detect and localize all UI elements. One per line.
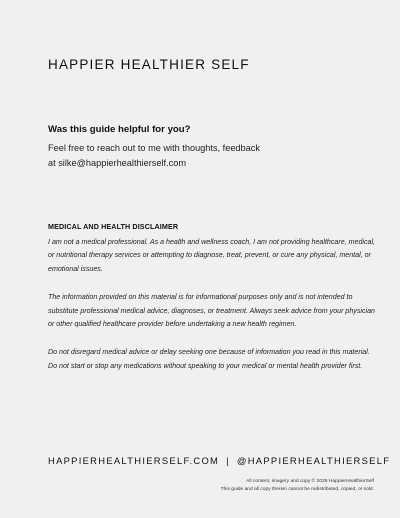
footer-links	[48, 455, 390, 466]
feedback-email-line: at silke@happierhealthierself.com	[48, 158, 187, 168]
social-handle-link[interactable]: @HAPPIERHEALTHIERSELF	[236, 455, 391, 466]
medical-disclaimer	[48, 222, 378, 388]
feedback-question: Was this guide helpful for you?	[48, 124, 191, 135]
disclaimer-heading: MEDICAL AND HEALTH DISCLAIMER	[48, 222, 179, 231]
copyright-line-1: All content, imagery and copy © 2025 HappierHealthierSelf	[246, 479, 374, 484]
footer-separator: |	[226, 455, 230, 466]
copyright-line-2: This guide and all copy therein cannot be redistributed, copied, or sold.	[220, 486, 374, 492]
brand-title: HAPPIER HEALTHIER SELF	[48, 57, 250, 72]
disclaimer-paragraph: Do not disregard medical advice or delay seeking one because of information you read in this material. Do not start or stop any medications without speaking to your medical or mental health provider first.	[48, 348, 370, 370]
copyright-notice	[134, 478, 374, 493]
website-link[interactable]: HAPPIERHEALTHIERSELF.COM	[48, 455, 220, 466]
feedback-section	[48, 123, 368, 171]
feedback-line-1: Feel free to reach out to me with thoughts, feedback	[48, 143, 260, 153]
disclaimer-paragraph: I am not a medical professional. As a health and wellness coach, I am not providing healthcare, medical, or nutritional therapy services or attempting to diagnose, treat, prevent, or cure any physical, mental, or emotional issues.	[48, 238, 376, 273]
disclaimer-paragraph: The information provided on this material is for informational purposes only and is not intended to substitute professional medical advice, diagnoses, or treatment. Always seek advice from your physician or other qualified healthcare provider before undertaking a new health regimen.	[48, 293, 375, 329]
